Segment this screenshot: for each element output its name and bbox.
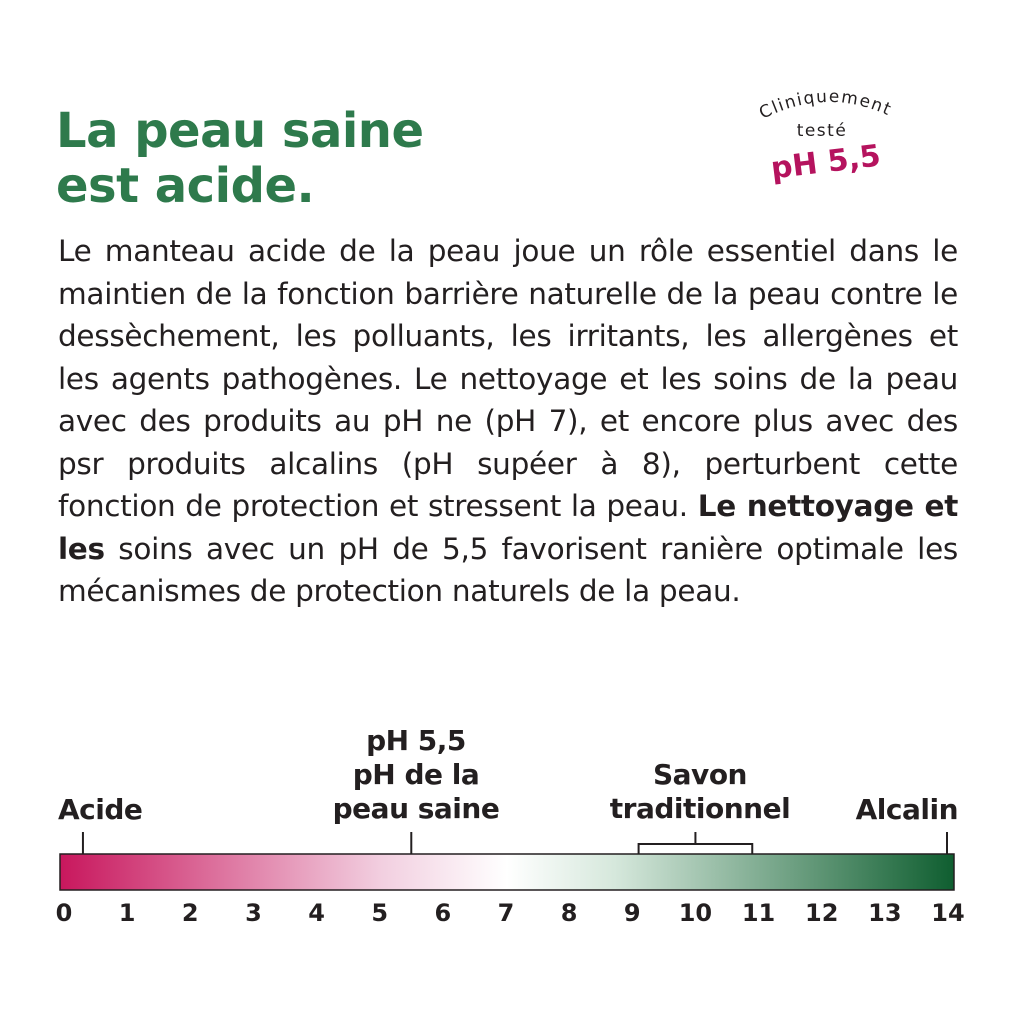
savon-label-line-2: traditionnel xyxy=(609,792,791,825)
ph-tick-label-0: 0 xyxy=(55,899,73,927)
ph-tick-label-2: 2 xyxy=(181,899,199,927)
body-text-bold: Le nettoyage et les xyxy=(58,489,958,566)
badge-ph-text: pH 5,5 xyxy=(769,138,883,187)
headline-line-1: La peau saine xyxy=(56,103,424,159)
ph-tick-label-5: 5 xyxy=(371,899,389,927)
ph-tick-label-10: 10 xyxy=(678,899,713,927)
ph-tick-label-14: 14 xyxy=(931,899,965,927)
ph-tick-label-12: 12 xyxy=(805,899,839,927)
ph-tick-label-9: 9 xyxy=(623,899,641,927)
ph-label-line-2: pH de la xyxy=(352,758,480,791)
ph-tick-label-11: 11 xyxy=(741,899,776,927)
headline-line-2: est acide. xyxy=(56,158,315,214)
ph-tick-label-6: 6 xyxy=(434,899,452,927)
body-text-tail: soins avec un pH de 5,5 favorisent ranière optimale les mécanismes de protection naturels de la peau. xyxy=(58,531,959,608)
headline xyxy=(56,104,424,214)
ph-label-line-1: pH 5,5 xyxy=(366,724,466,757)
ph-tick-label-3: 3 xyxy=(245,899,262,927)
badge-tested-text: testé xyxy=(796,121,848,141)
body-text-normal: Le manteau acide de la peau joue un rôle essentiel dans le maintien de la fonction barrière naturelle de la peau contre le dessèchement, les polluants, les irritants, les allergènes et les agents pathogènes. Le nettoyage et les soins de la peau avec des produits au pH ne (pH 7), et encore plus avec des psr produits alcalins (pH supéer à 8), perturbent cette fonction de protection et stressent la peau. xyxy=(58,234,958,523)
ph-tick-label-4: 4 xyxy=(308,899,325,927)
savon-range-bracket xyxy=(639,832,753,854)
body-paragraph xyxy=(58,230,958,613)
ph-tick-label-13: 13 xyxy=(868,899,902,927)
label-acide: Acide xyxy=(58,793,143,826)
label-traditional-soap xyxy=(590,758,810,826)
ph-tick-label-1: 1 xyxy=(118,899,136,927)
label-alcalin: Alcalin xyxy=(855,793,958,826)
label-healthy-skin-ph xyxy=(316,724,516,826)
ph-gradient-bar xyxy=(60,854,954,890)
ph-tick-label-7: 7 xyxy=(497,899,515,927)
ph-tick-label-8: 8 xyxy=(560,899,578,927)
ph-label-line-3: peau saine xyxy=(332,792,500,825)
badge-arc-text: Cliniquement xyxy=(756,86,896,124)
savon-label-line-1: Savon xyxy=(653,758,747,791)
clinically-tested-badge xyxy=(736,82,916,202)
